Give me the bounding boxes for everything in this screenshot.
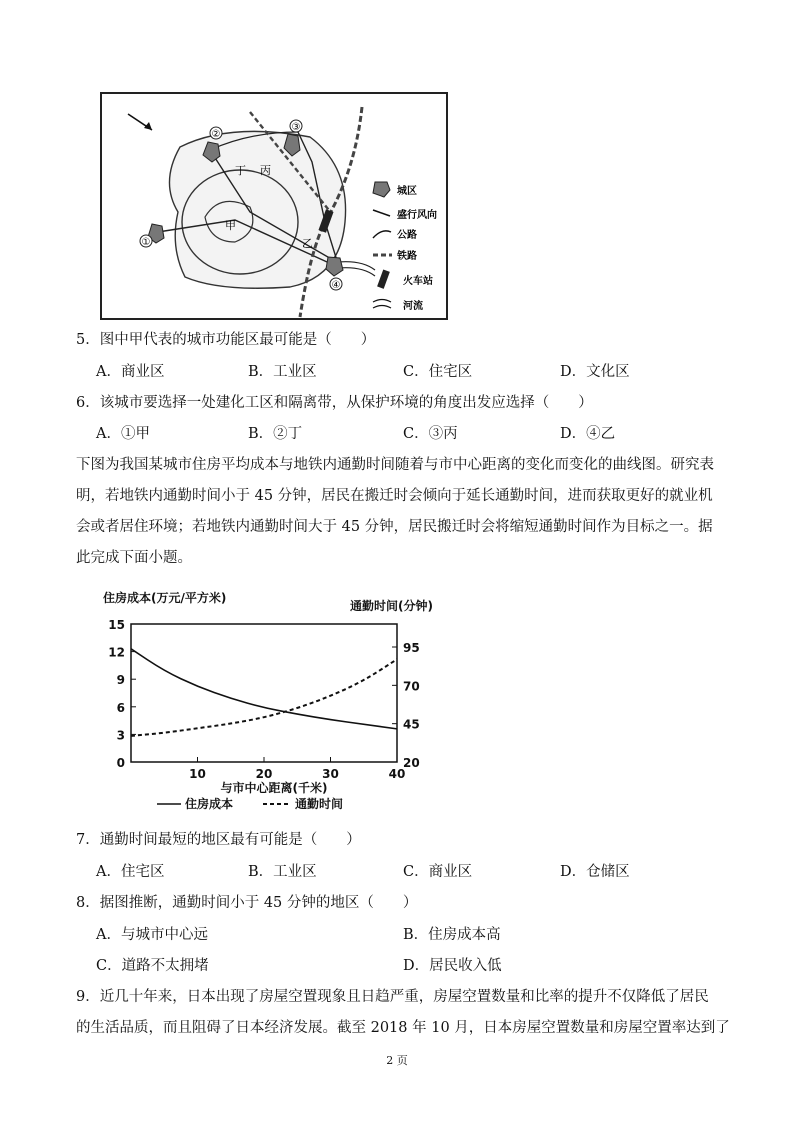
legend-urban: 城区 bbox=[397, 186, 417, 197]
map-label-jia: 甲 bbox=[225, 219, 236, 232]
intro-line-3: 会或者居住环境；若地铁内通勤时间大于 45 分钟，居民搬迁时会将缩短通勤时间作为目标之一。据 bbox=[76, 519, 713, 535]
city-map-figure bbox=[100, 92, 450, 322]
q9-line-1: 9．近几十年来，日本出现了房屋空置现象且日趋严重，房屋空置数量和比率的提升不仅降低了居民 bbox=[76, 989, 709, 1005]
legend-commute-label: 通勤时间 bbox=[295, 797, 344, 811]
x-tick-label: 40 bbox=[388, 767, 406, 781]
y-tick-label: 6 bbox=[116, 700, 125, 715]
intro-line-1: 下图为我国某城市住房平均成本与地铁内通勤时间随着与市中心距离的变化而变化的曲线图。研究表 bbox=[76, 457, 714, 473]
q6-option-b: B．②丁 bbox=[248, 426, 303, 442]
y-tick-label: 12 bbox=[108, 645, 125, 660]
q7-option-d: D．仓储区 bbox=[560, 864, 630, 880]
q8-option-c: C．道路不太拥堵 bbox=[96, 958, 209, 974]
x-tick-label: 30 bbox=[322, 767, 339, 781]
map-label-4: ④ bbox=[331, 280, 341, 291]
y-tick-label: 0 bbox=[116, 756, 125, 770]
q5-stem: 5．图中甲代表的城市功能区最可能是（ ） bbox=[76, 332, 376, 348]
y2-tick-label: 95 bbox=[403, 641, 420, 655]
page-number: 2 页 bbox=[386, 1054, 408, 1067]
legend-road: 公路 bbox=[397, 230, 417, 241]
y-axis-title: 住房成本(万元/平方米) bbox=[103, 591, 227, 605]
q5-option-a: A．商业区 bbox=[96, 364, 165, 380]
q6-option-d: D．④乙 bbox=[560, 426, 616, 442]
housing-commute-chart bbox=[95, 582, 435, 822]
y2-axis-title: 通勤时间(分钟) bbox=[350, 599, 433, 613]
x-tick-label: 10 bbox=[189, 767, 206, 781]
plot-frame bbox=[131, 624, 397, 762]
legend-station: 火车站 bbox=[403, 276, 433, 287]
y-tick-label: 3 bbox=[116, 728, 125, 743]
map-label-bing: 丙 bbox=[260, 164, 271, 177]
q7-option-a: A．住宅区 bbox=[96, 864, 165, 880]
q8-stem: 8．据图推断，通勤时间小于 45 分钟的地区（ ） bbox=[76, 895, 418, 911]
series-line-commute-time bbox=[131, 659, 397, 736]
intro-line-4: 此完成下面小题。 bbox=[76, 550, 192, 566]
q9-line-2: 的生活品质，而且阻碍了日本经济发展。截至 2018 年 10 月，日本房屋空置数量和房屋空置率达到了 bbox=[76, 1020, 730, 1036]
map-label-3: ③ bbox=[291, 122, 301, 133]
intro-line-2: 明，若地铁内通勤时间小于 45 分钟，居民在搬迁时会倾向于延长通勤时间，进而获取更好的就业机 bbox=[76, 488, 713, 504]
q7-stem: 7．通勤时间最短的地区最有可能是（ ） bbox=[76, 832, 361, 848]
legend-river: 河流 bbox=[403, 301, 423, 312]
map-label-ding: 丁 bbox=[235, 164, 246, 177]
q6-stem: 6．该城市要选择一处建化工区和隔离带，从保护环境的角度出发应选择（ ） bbox=[76, 395, 593, 411]
map-label-2: ② bbox=[211, 129, 221, 140]
q6-option-c: C．③丙 bbox=[403, 426, 458, 442]
x-axis-title: 与市中心距离(千米) bbox=[220, 781, 328, 795]
q7-option-b: B．工业区 bbox=[248, 864, 317, 880]
y2-tick-label: 45 bbox=[403, 717, 420, 732]
q5-option-c: C．住宅区 bbox=[403, 364, 473, 380]
legend-housing-label: 住房成本 bbox=[185, 797, 234, 811]
map-label-1: ① bbox=[141, 237, 151, 248]
q8-option-b: B．住房成本高 bbox=[403, 927, 501, 943]
legend-wind: 盛行风向 bbox=[397, 210, 437, 221]
x-tick-label: 20 bbox=[255, 767, 273, 781]
q6-option-a: A．①甲 bbox=[96, 426, 150, 442]
y-tick-label: 9 bbox=[116, 673, 125, 688]
q7-option-c: C．商业区 bbox=[403, 864, 473, 880]
y-tick-label: 15 bbox=[108, 618, 125, 632]
y2-tick-label: 20 bbox=[403, 756, 420, 770]
q5-option-b: B．工业区 bbox=[248, 364, 317, 380]
y2-tick-label: 70 bbox=[403, 679, 420, 694]
q5-option-d: D．文化区 bbox=[560, 364, 630, 380]
map-label-yi: 乙 bbox=[302, 237, 313, 250]
q8-option-a: A．与城市中心远 bbox=[96, 927, 208, 943]
q8-option-d: D．居民收入低 bbox=[403, 958, 502, 974]
legend-rail: 铁路 bbox=[397, 251, 417, 262]
